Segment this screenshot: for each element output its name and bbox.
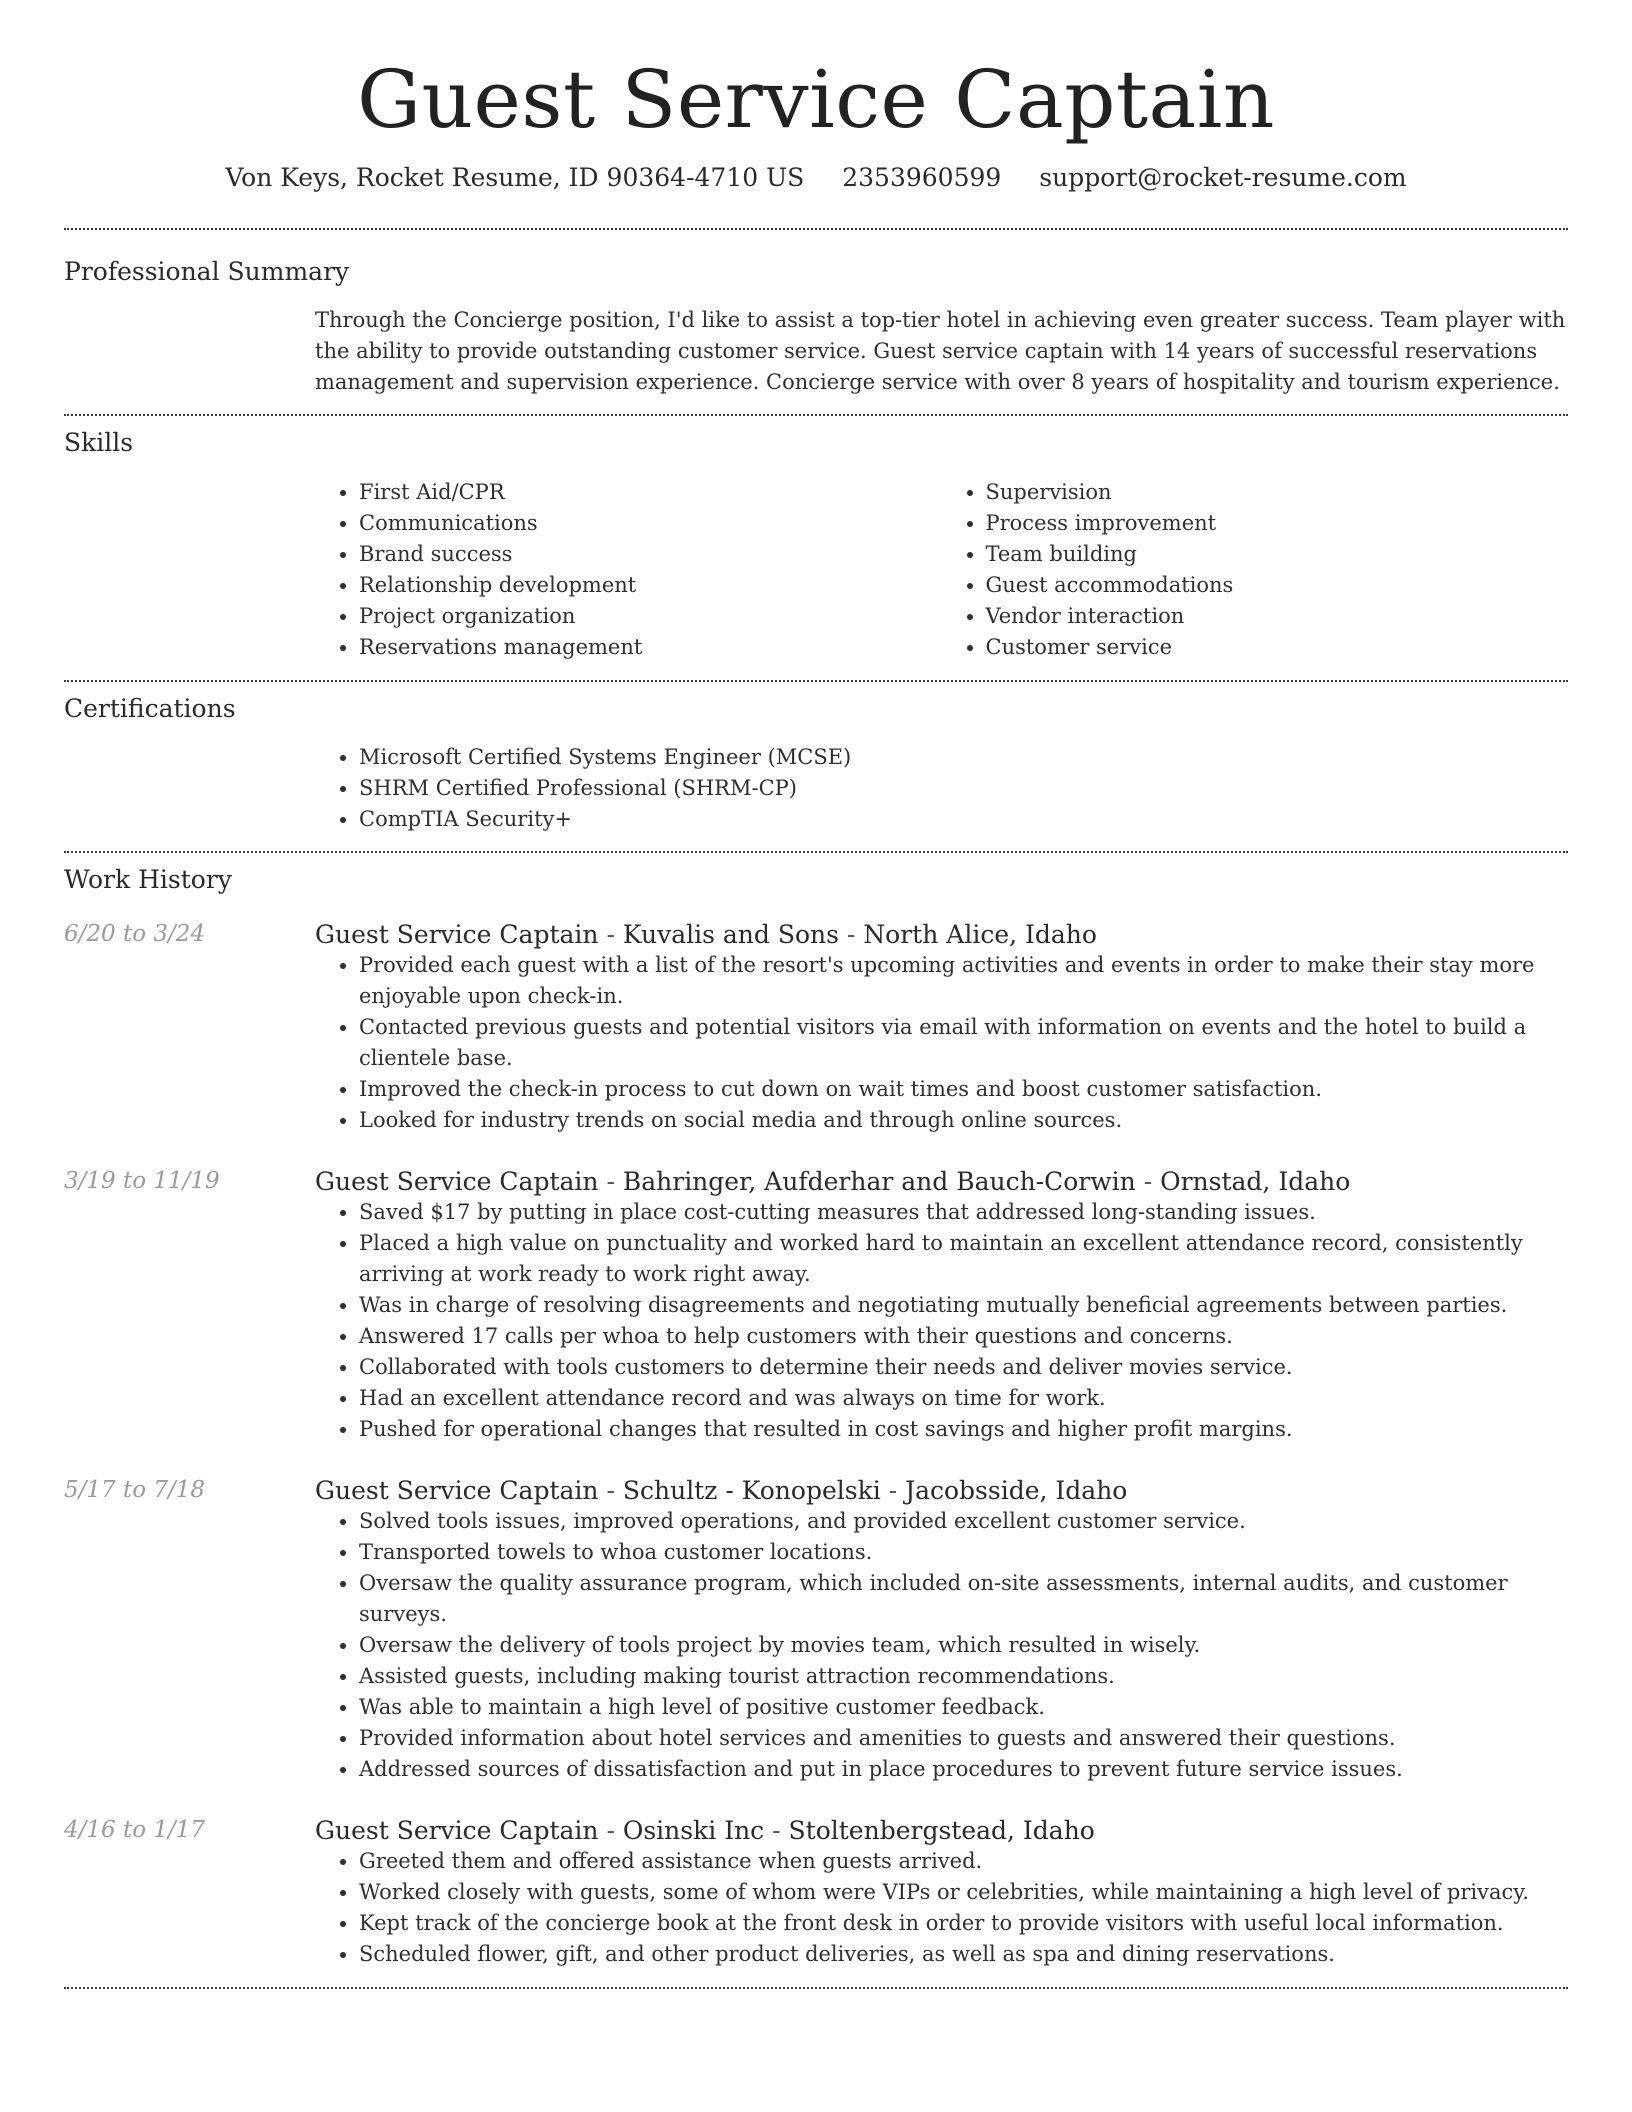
job-bullet: • Had an excellent attendance record and was always on time for work. bbox=[359, 1383, 1568, 1414]
job-bullet: • Pushed for operational changes that resulted in cost savings and higher profit margins. bbox=[359, 1414, 1568, 1445]
job-location: Ornstad, Idaho bbox=[1160, 1166, 1351, 1196]
job-entry bbox=[64, 919, 1568, 1136]
certification-item: • SHRM Certified Professional (SHRM-CP) bbox=[359, 773, 1568, 804]
job-bullet: • Answered 17 calls per whoa to help customers with their questions and concerns. bbox=[359, 1321, 1568, 1352]
work-history-heading: Work History bbox=[64, 865, 232, 894]
job-bullets bbox=[315, 950, 1568, 1136]
job-company: Kuvalis and Sons bbox=[622, 919, 839, 949]
summary-heading: Professional Summary bbox=[64, 256, 350, 286]
skill-item: • Vendor interaction bbox=[986, 601, 1569, 632]
skill-item: • Brand success bbox=[359, 539, 942, 570]
job-role: Guest Service Captain bbox=[315, 1475, 599, 1505]
contact-email: support@rocket-resume.com bbox=[1039, 163, 1407, 192]
job-entry bbox=[64, 1815, 1568, 1970]
job-bullet: • Provided each guest with a list of the resort's upcoming activities and events in order to make their stay more enjoyable upon check-in. bbox=[359, 950, 1568, 1012]
job-bullet: • Kept track of the concierge book at the front desk in order to provide visitors with useful local information. bbox=[359, 1908, 1568, 1939]
job-role: Guest Service Captain bbox=[315, 919, 599, 949]
job-bullet: • Was in charge of resolving disagreements and negotiating mutually beneficial agreements between parties. bbox=[359, 1290, 1568, 1321]
job-dates: 5/17 to 7/18 bbox=[64, 1476, 206, 1503]
skill-item: • Guest accommodations bbox=[986, 570, 1569, 601]
job-details bbox=[315, 1815, 1568, 1970]
job-bullets bbox=[315, 1506, 1568, 1785]
job-bullet: • Greeted them and offered assistance when guests arrived. bbox=[359, 1846, 1568, 1877]
skills-heading: Skills bbox=[64, 428, 134, 457]
contact-line bbox=[64, 162, 1568, 195]
job-bullet: • Addressed sources of dissatisfaction and put in place procedures to prevent future service issues. bbox=[359, 1754, 1568, 1785]
skill-item: • Relationship development bbox=[359, 570, 942, 601]
skill-item: • Team building bbox=[986, 539, 1569, 570]
job-bullet: • Assisted guests, including making tourist attraction recommendations. bbox=[359, 1661, 1568, 1692]
certification-item: • Microsoft Certified Systems Engineer (MCSE) bbox=[359, 742, 1568, 773]
skill-item: • Supervision bbox=[986, 477, 1569, 508]
job-title: Guest Service Captain - Bahringer, Aufderhar and Bauch-Corwin - Ornstad, Idaho bbox=[315, 1166, 1351, 1196]
certifications-section bbox=[64, 682, 1568, 836]
skills-column-right bbox=[942, 477, 1569, 663]
summary-body bbox=[315, 305, 1568, 398]
job-title: Guest Service Captain - Osinski Inc - Stoltenbergstead, Idaho bbox=[315, 1815, 1095, 1845]
work-history-section bbox=[64, 853, 1568, 1970]
summary-section bbox=[64, 230, 1568, 399]
skills-column-left bbox=[315, 477, 942, 663]
skills-section bbox=[64, 416, 1568, 663]
resume-name: Guest Service Captain bbox=[357, 53, 1275, 146]
certifications-list bbox=[315, 742, 1568, 835]
job-location: Jacobsside, Idaho bbox=[905, 1475, 1128, 1505]
job-details bbox=[315, 919, 1568, 1136]
certifications-body bbox=[315, 742, 1568, 835]
job-bullet: • Solved tools issues, improved operations, and provided excellent customer service. bbox=[359, 1506, 1568, 1537]
job-entry bbox=[64, 1166, 1568, 1445]
job-bullet: • Oversaw the quality assurance program, which included on-site assessments, internal audits, and customer surveys. bbox=[359, 1568, 1568, 1630]
job-company: Schultz - Konopelski bbox=[622, 1475, 881, 1505]
job-bullet: • Oversaw the delivery of tools project by movies team, which resulted in wisely. bbox=[359, 1630, 1568, 1661]
job-bullet: • Looked for industry trends on social media and through online sources. bbox=[359, 1105, 1568, 1136]
skill-item: • Customer service bbox=[986, 632, 1569, 663]
skill-item: • First Aid/CPR bbox=[359, 477, 942, 508]
job-role: Guest Service Captain bbox=[315, 1815, 599, 1845]
job-details bbox=[315, 1475, 1568, 1785]
contact-address: Von Keys, Rocket Resume, ID 90364-4710 US bbox=[225, 163, 805, 192]
job-bullet: • Placed a high value on punctuality and worked hard to maintain an excellent attendance record, consistently arriving at work ready to work right away. bbox=[359, 1228, 1568, 1290]
job-dates: 4/16 to 1/17 bbox=[64, 1816, 206, 1843]
job-bullet: • Collaborated with tools customers to determine their needs and deliver movies service. bbox=[359, 1352, 1568, 1383]
job-bullet: • Contacted previous guests and potential visitors via email with information on events and the hotel to build a clientele base. bbox=[359, 1012, 1568, 1074]
job-dates: 3/19 to 11/19 bbox=[64, 1167, 220, 1194]
section-divider bbox=[64, 1987, 1568, 1989]
job-bullet: • Improved the check-in process to cut down on wait times and boost customer satisfaction. bbox=[359, 1074, 1568, 1105]
job-dates: 6/20 to 3/24 bbox=[64, 920, 206, 947]
skill-item: • Reservations management bbox=[359, 632, 942, 663]
job-bullets bbox=[315, 1197, 1568, 1445]
summary-text: Through the Concierge position, I'd like to assist a top-tier hotel in achieving even greater success. Team player with the ability to provide outstanding customer service. Guest service captain with 14 years of successful reservations management and supervision experience. Concierge service with over 8 years of hospitality and tourism experience. bbox=[315, 308, 1566, 394]
job-details bbox=[315, 1166, 1568, 1445]
job-title: Guest Service Captain - Kuvalis and Sons - North Alice, Idaho bbox=[315, 919, 1097, 949]
job-bullet: • Scheduled flower, gift, and other product deliveries, as well as spa and dining reservations. bbox=[359, 1939, 1568, 1970]
skill-item: • Communications bbox=[359, 508, 942, 539]
job-company: Osinski Inc bbox=[622, 1815, 765, 1845]
job-role: Guest Service Captain bbox=[315, 1166, 599, 1196]
job-entry bbox=[64, 1475, 1568, 1785]
job-bullet: • Worked closely with guests, some of whom were VIPs or celebrities, while maintaining a high level of privacy. bbox=[359, 1877, 1568, 1908]
skill-item: • Process improvement bbox=[986, 508, 1569, 539]
skill-item: • Project organization bbox=[359, 601, 942, 632]
job-location: North Alice, Idaho bbox=[863, 919, 1097, 949]
certifications-heading: Certifications bbox=[64, 693, 236, 723]
skills-list bbox=[315, 477, 1568, 663]
contact-phone: 2353960599 bbox=[842, 163, 1002, 192]
job-location: Stoltenbergstead, Idaho bbox=[788, 1815, 1095, 1845]
job-bullet: • Transported towels to whoa customer locations. bbox=[359, 1537, 1568, 1568]
job-bullets bbox=[315, 1846, 1568, 1970]
certification-item: • CompTIA Security+ bbox=[359, 804, 1568, 835]
job-title: Guest Service Captain - Schultz - Konopelski - Jacobsside, Idaho bbox=[315, 1475, 1128, 1505]
job-bullet: • Saved $17 by putting in place cost-cutting measures that addressed long-standing issues. bbox=[359, 1197, 1568, 1228]
job-bullet: • Was able to maintain a high level of positive customer feedback. bbox=[359, 1692, 1568, 1723]
job-company: Bahringer, Aufderhar and Bauch-Corwin bbox=[622, 1166, 1136, 1196]
job-bullet: • Provided information about hotel services and amenities to guests and answered their questions. bbox=[359, 1723, 1568, 1754]
